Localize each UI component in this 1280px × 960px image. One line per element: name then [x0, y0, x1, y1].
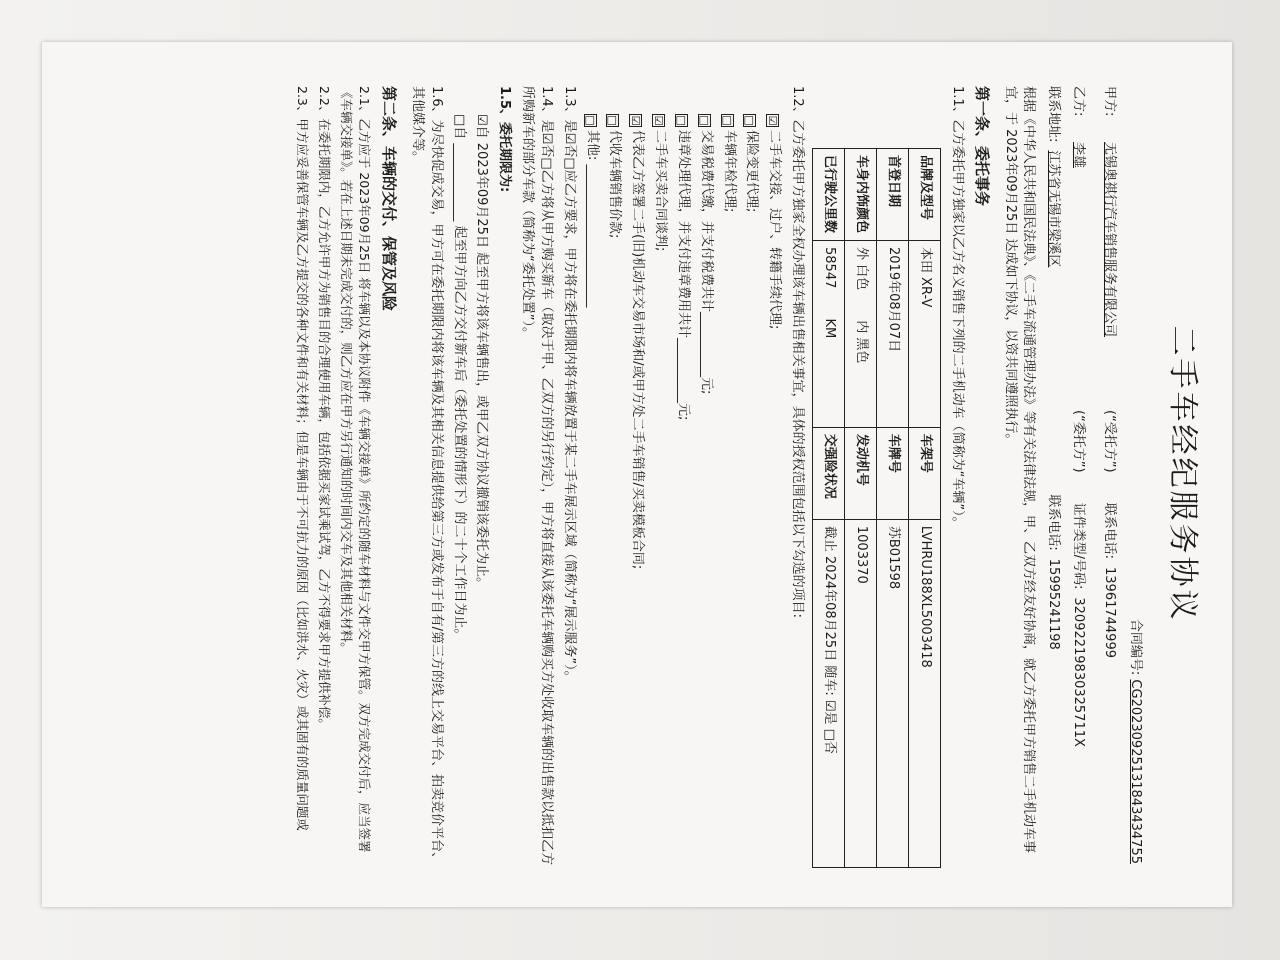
article-2-title: 第二条、车辆的交付、保管及风险	[380, 86, 398, 312]
clause-1-5-title: 1.5、委托期限为:	[497, 86, 513, 193]
checkbox[interactable]: □	[720, 115, 734, 126]
checkbox[interactable]: □	[674, 115, 688, 126]
clause-1-3: 1.3、是☑否□应乙方要求，甲方将在委托期限内将车辆放置于某二手车展示区域（简称为“展示服务”）。	[561, 86, 577, 684]
list-item: ☑代表乙方签署二手(旧)机动车交易市场和/或甲方处二手车销售/买卖模板合同;	[629, 115, 646, 570]
clause-2-3: 2.3、甲方应妥善保管车辆及乙方提交的各种文件和有关材料；但是车辆由于不可抗力的原因（比如洪水、火灾）或其固有的质量问题或	[294, 86, 310, 831]
preamble: 根据《中华人民共和国民法典》、《二手车流通管理办法》等有关法律法规，甲、乙双方经友好协商，就乙方委托甲方销售二手机动车事宜，于 2023年09月25日 达成如下协议，以资共同遵照执行。	[1002, 86, 1037, 854]
plate-value: 苏B01598	[877, 519, 909, 867]
party-b-row	[1068, 86, 1087, 866]
mileage-value: 58547 KM	[813, 241, 845, 428]
clause-2-2: 2.2、在委托期限内，乙方允许甲方为销售目的合理使用车辆，包括依据买家试乘试驾，乙方不得要求甲方提供补偿。	[317, 86, 332, 731]
brand-label: 品牌及型号	[909, 149, 941, 241]
insurance-value: 截止 2024年08月25日 随车: ☑是 □否	[813, 519, 845, 867]
party-b-name: 李雄	[1071, 142, 1087, 169]
list-item: □交易税费代缴，并支付税费共计__________元;	[697, 115, 714, 395]
authorization-list	[582, 114, 784, 866]
list-item: □其他: ______________________	[583, 115, 600, 308]
color-label: 车身内饰颜色	[845, 149, 877, 241]
checkbox[interactable]: □	[743, 115, 757, 126]
rotated-document	[47, 44, 1232, 904]
party-b-id-label: 证件类型/号码:	[1071, 502, 1087, 590]
plate-label: 车牌号	[877, 427, 909, 519]
list-item: □保险变更代理;	[743, 115, 760, 213]
party-a-row	[1099, 86, 1118, 866]
vehicle-table	[812, 148, 941, 868]
checkbox[interactable]: □	[697, 115, 711, 126]
checkbox[interactable]: □	[583, 115, 597, 126]
clause-1-6: 1.6、为尽快促成交易，甲方可在委托期限内将该车辆及其相关信息提供给第三方或发布于自有/第三方的线上交易平台、拍卖竞价平台、其他媒介等。	[409, 86, 444, 866]
vin-label: 车架号	[909, 427, 941, 519]
color-value: 外 白色 内 黑色	[845, 241, 877, 428]
contract-number-label: 合同编号:	[1128, 618, 1143, 676]
party-a-label: 甲方:	[1102, 86, 1117, 117]
party-a-name: 无锡奥祺行汽车销售服务有限公司	[1102, 142, 1117, 338]
list-item: ☑二手车买卖合同谈判;	[652, 115, 669, 252]
clause-1-2: 1.2、乙方委托甲方独家全权办理该车辆出售相关事宜，具体的授权范围包括以下勾选的项目:	[790, 86, 806, 619]
checkbox[interactable]: ☑	[766, 115, 780, 126]
party-b-phone-label: 联系电话:	[1046, 494, 1062, 551]
engine-label: 发动机号	[845, 427, 877, 519]
registration-label: 首登日期	[877, 149, 909, 241]
list-item: □违章处理代理，并支付违章费用共计__________元;	[674, 115, 691, 421]
clause-1-5-option-b: □自 ____________ 起至甲方向乙方交付新车后（委托处置的情形下）的二十个工作日为止。	[451, 114, 467, 642]
clause-1-1: 1.1、乙方委托甲方独家以乙方名义销售下列的二手机动车（简称为“车辆”）。	[950, 86, 966, 530]
engine-value: 1003370	[845, 519, 877, 867]
checkbox[interactable]: ☑	[652, 115, 666, 126]
contract-number-value: CG20230925131843434755	[1128, 679, 1143, 864]
contract-number	[1125, 619, 1144, 864]
party-b-address-label: 联系地址:	[1046, 86, 1062, 143]
party-b-id: 320922198303257​11X	[1071, 597, 1087, 747]
mileage-label: 已行驶公里数	[813, 149, 845, 241]
document-title: 二手车经纪服务协议	[1165, 325, 1200, 623]
party-a-phone-label: 联系电话:	[1102, 502, 1117, 560]
checkbox[interactable]: □	[606, 115, 620, 126]
clause-2-1: 2.1、乙方应于 2023年09月25日 将车辆以及本协议附件《车辆交接单》所约定的随车材料与文件交甲方保管。双方完成交付后，应当签署《车辆交接单》。若在上述日期未完成交付的，则乙方应在甲方另行通知的时间内交车及其他相关材料。	[339, 86, 373, 853]
party-b-label: 乙方:	[1071, 86, 1087, 117]
article-1-title: 第一条、委托事务	[972, 86, 991, 207]
contract-page	[42, 42, 1232, 907]
brand-value: 本田 XR-V	[909, 241, 941, 428]
document-body	[289, 86, 1124, 866]
party-b-contact-row	[1043, 86, 1062, 866]
list-item: □代收车辆销售价款;	[606, 115, 623, 239]
list-item: □车辆年检代理;	[720, 115, 737, 213]
registration-value: 2019年08月07日	[877, 241, 909, 428]
insurance-label: 交强险状况	[813, 427, 845, 519]
checkbox[interactable]: ☑	[629, 115, 643, 126]
party-b-address: 江苏省无锡市梁溪区	[1046, 150, 1062, 268]
clause-1-5-option-a: ☑自 2023年09月25日 起至甲方将该车辆售出，或甲乙双方协议撤销该委托为止。	[474, 114, 490, 591]
vin-value: LVHRU188XL5003418	[909, 519, 941, 867]
party-b-role: (“委托方”)	[1071, 410, 1087, 473]
party-a-role: (“受托方”)	[1102, 410, 1117, 473]
list-item: ☑二手车交接、过户、转籍手续代理;	[766, 115, 783, 330]
party-b-phone: 15995241198	[1046, 558, 1062, 650]
party-a-phone: 13961744999	[1102, 567, 1117, 658]
clause-1-4: 1.4、是☑否□乙方将从甲方购买新车（取决于甲、乙双方的另行约定），甲方将直接从该委托车辆购买方处收取车辆的出售款以抵扣乙方所购新车的部分车款（简称为“委托处置”）。	[520, 86, 554, 866]
